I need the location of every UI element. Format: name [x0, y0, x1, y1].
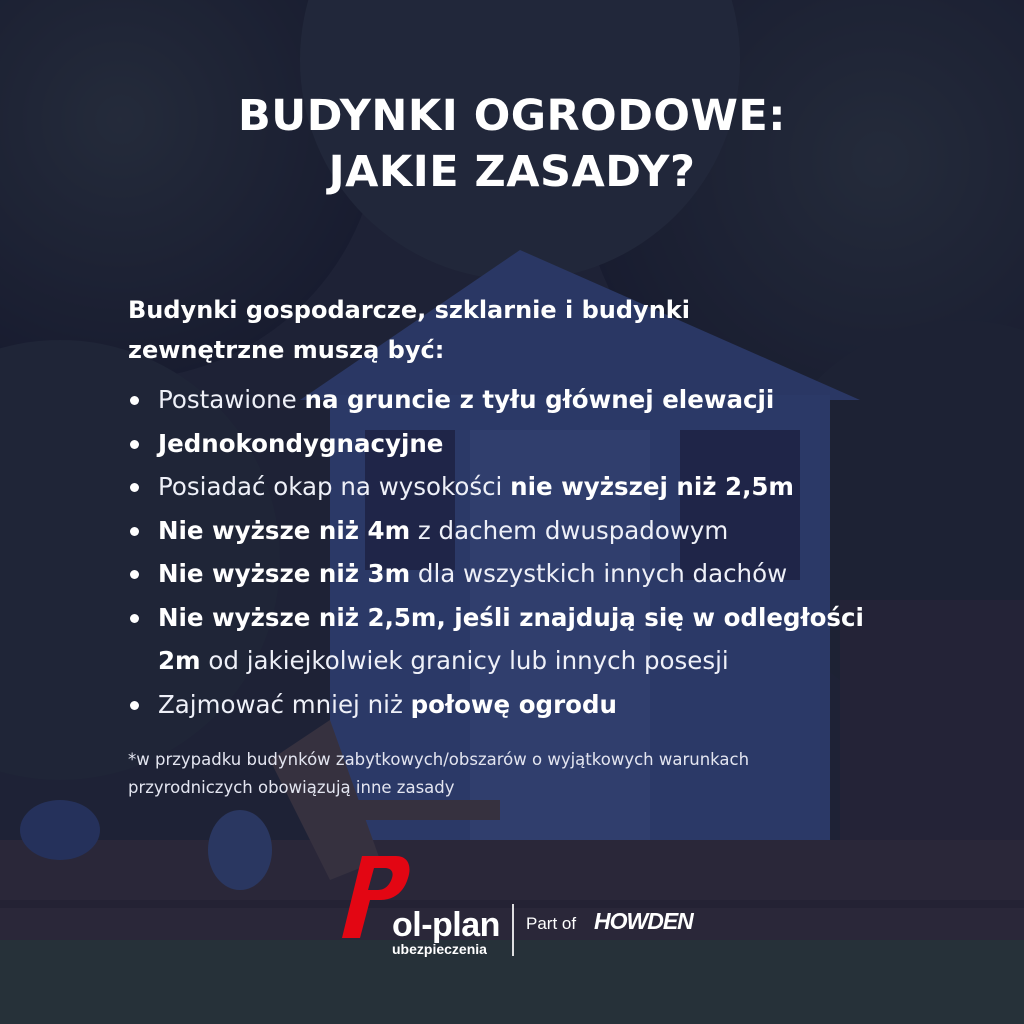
rule-bold-text: na gruncie z tyłu głównej elewacji: [304, 385, 775, 414]
rule-text: dla wszystkich innych dachów: [410, 559, 788, 588]
list-item: [128, 683, 928, 727]
rule-bold-text: Nie wyższe niż 3m: [158, 559, 411, 588]
rule-bold-text: 2m: [158, 646, 201, 675]
rule-bold-text: Nie wyższe niż 2,5m, jeśli znajdują się w odległości: [158, 602, 864, 632]
rule-bold-text: połowę ogrodu: [410, 689, 617, 719]
rule-text: Posiadać okap na wysokości: [158, 472, 511, 501]
logo-name: ol-plan: [392, 906, 500, 944]
part-of-label: Part of: [526, 914, 577, 933]
rule-text: Postawione: [158, 385, 305, 414]
brand-logo: [340, 852, 700, 962]
rule-bold-text: Jednokondygnacyjne: [158, 428, 444, 458]
logo-subtitle: ubezpieczenia: [392, 941, 487, 957]
rule-text: Zajmować mniej niż: [158, 689, 411, 719]
footnote: [128, 746, 918, 802]
footnote-line-1: *w przypadku budynków zabytkowych/obszarów o wyjątkowych warunkach: [128, 750, 750, 769]
bullet-dot-icon: [130, 701, 139, 710]
bullet-dot-icon: [130, 440, 139, 449]
intro-line-1: Budynki gospodarcze, szklarnie i budynki: [128, 296, 690, 324]
howden-logo: HOWDEN: [594, 908, 693, 934]
list-item: [128, 509, 928, 553]
title-line-2: JAKIE ZASADY?: [328, 147, 696, 197]
list-item: [128, 552, 928, 596]
title-line-1: BUDYNKI OGRODOWE:: [238, 91, 786, 141]
rule-text: z dachem dwuspadowym: [410, 515, 729, 545]
rule-bold-text: Nie wyższe niż 4m: [158, 515, 411, 545]
logo-divider: [512, 904, 514, 956]
bullet-dot-icon: [130, 614, 139, 623]
list-item: [128, 596, 928, 683]
footnote-line-2: przyrodniczych obowiązują inne zasady: [128, 778, 455, 797]
bullet-dot-icon: [130, 527, 139, 536]
intro-line-2: zewnętrzne muszą być:: [128, 336, 445, 364]
bullet-dot-icon: [130, 396, 139, 405]
rule-bold-text: nie wyższej niż 2,5m: [510, 472, 794, 501]
list-item: [128, 422, 928, 466]
list-item: [128, 378, 928, 422]
bullet-dot-icon: [130, 570, 139, 579]
list-item: [128, 465, 928, 509]
rule-text: od jakiejkolwiek granicy lub innych posesji: [200, 646, 729, 675]
intro-text: [128, 290, 908, 370]
bullet-dot-icon: [130, 483, 139, 492]
rules-list: [128, 378, 928, 726]
page-title: [0, 88, 1024, 200]
